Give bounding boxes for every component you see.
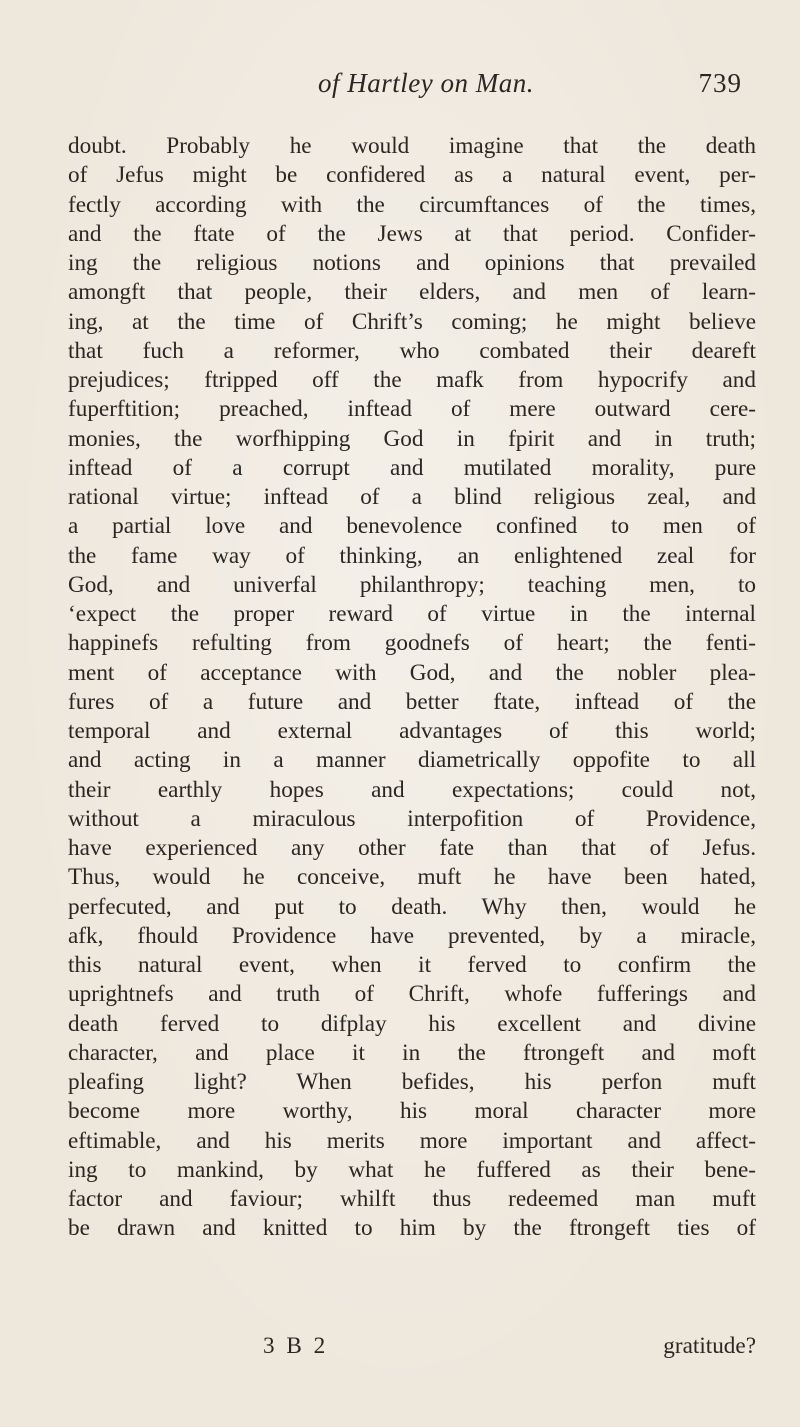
text-line: monies, the worfhipping God in fpirit and in truth; (68, 425, 756, 452)
text-line: that fuch a reformer, who combated their deareft (68, 337, 756, 364)
text-line: eftimable, and his merits more important and affect- (68, 1127, 756, 1154)
text-line: have experienced any other fate than that of Jefus. (68, 835, 756, 861)
text-line: and the ftate of the Jews at that period. Confider- (68, 220, 756, 247)
running-title: of Hartley on Man. (318, 68, 534, 98)
text-line: of Jefus might be confidered as a natural event, per- (68, 162, 756, 189)
text-line: the fame way of thinking, an enlightened zeal for (68, 542, 756, 569)
text-line: fures of a future and better ftate, inftead of the (68, 688, 756, 715)
catchword: gratitude? (663, 1333, 756, 1359)
text-line: death ferved to difplay his excellent and divine (68, 1010, 756, 1037)
text-line: temporal and external advantages of this world; (68, 718, 756, 744)
body-text (68, 132, 756, 1244)
text-line: become more worthy, his moral character more (68, 1098, 756, 1125)
text-line: fectly according with the circumftances of the times, (68, 191, 756, 218)
text-line: pleafing light? When befides, his perfon muft (68, 1069, 756, 1095)
text-line: be drawn and knitted to him by the ftrongeft ties of (68, 1215, 756, 1242)
page-number: 739 (698, 68, 742, 98)
text-line: a partial love and benevolence confined to men of (68, 513, 756, 540)
text-line: rational virtue; inftead of a blind religious zeal, and (68, 484, 756, 510)
text-line: fuperftition; preached, inftead of mere outward cere- (68, 396, 756, 423)
signature-mark: 3 B 2 (263, 1333, 329, 1359)
text-line: ment of acceptance with God, and the nobler plea- (68, 659, 756, 686)
text-line: ing the religious notions and opinions that prevailed (68, 250, 756, 276)
text-line: their earthly hopes and expectations; could not, (68, 776, 756, 803)
text-line: uprightnefs and truth of Chrift, whofe fufferings and (68, 981, 756, 1008)
running-head (70, 68, 742, 108)
text-line: afk, fhould Providence have prevented, by a miracle, (68, 922, 756, 949)
text-line: character, and place it in the ftrongeft and moft (68, 1039, 756, 1066)
text-line: ing to mankind, by what he fuffered as their bene- (68, 1156, 756, 1183)
text-line: this natural event, when it ferved to confirm the (68, 952, 756, 978)
text-line: amongft that people, their elders, and men of learn- (68, 279, 756, 306)
page-footer (68, 1331, 756, 1361)
text-line: Thus, would he conceive, muft he have been hated, (68, 864, 756, 891)
text-line: without a miraculous interpofition of Providence, (68, 805, 756, 832)
text-line: inftead of a corrupt and mutilated morality, pure (68, 454, 756, 481)
text-line: and acting in a manner diametrically oppofite to all (68, 747, 756, 774)
text-line: factor and faviour; whilft thus redeemed man muft (68, 1186, 756, 1212)
text-line: God, and univerfal philanthropy; teaching men, to (68, 571, 756, 598)
text-line: ing, at the time of Chrift’s coming; he might believe (68, 308, 756, 335)
text-line: prejudices; ftripped off the mafk from hypocrify and (68, 367, 756, 393)
text-line: ‘expect the proper reward of virtue in the internal (68, 601, 756, 627)
text-line: happinefs refulting from goodnefs of heart; the fenti- (68, 630, 756, 657)
text-line: perfecuted, and put to death. Why then, would he (68, 893, 756, 920)
text-line: doubt. Probably he would imagine that the death (68, 133, 756, 159)
